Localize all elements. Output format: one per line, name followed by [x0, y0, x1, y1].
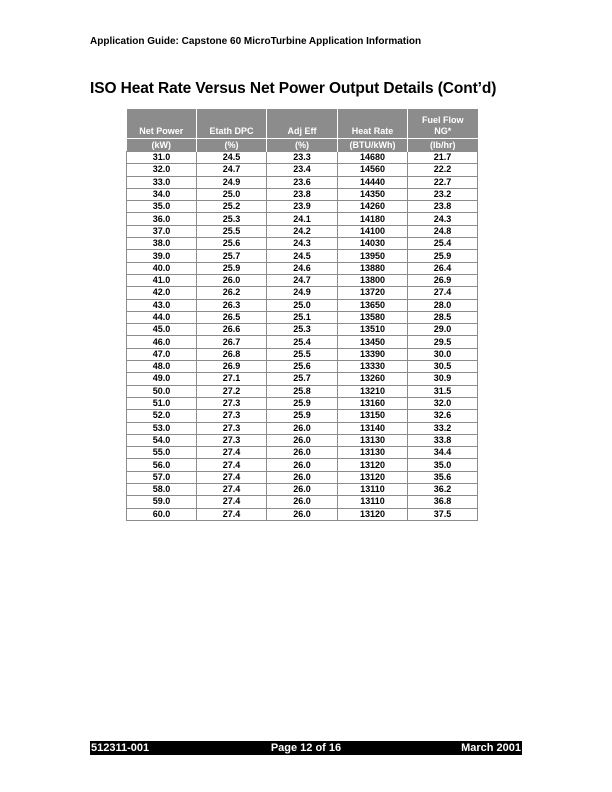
cell-net-power: 33.0 — [127, 176, 197, 188]
cell-etath-dpc: 27.4 — [197, 508, 267, 520]
cell-heat-rate: 13130 — [338, 447, 408, 459]
heat-rate-table — [126, 109, 478, 521]
cell-etath-dpc: 26.2 — [197, 287, 267, 299]
cell-etath-dpc: 27.3 — [197, 434, 267, 446]
cell-etath-dpc: 27.3 — [197, 397, 267, 409]
table-body — [127, 152, 478, 521]
table-row — [127, 397, 478, 409]
cell-adj-eff: 26.0 — [267, 508, 338, 520]
table-row — [127, 311, 478, 323]
cell-fuel-flow: 26.9 — [408, 274, 478, 286]
cell-heat-rate: 13110 — [338, 496, 408, 508]
cell-adj-eff: 26.0 — [267, 496, 338, 508]
cell-net-power: 32.0 — [127, 164, 197, 176]
cell-heat-rate: 13580 — [338, 311, 408, 323]
cell-etath-dpc: 26.5 — [197, 311, 267, 323]
cell-etath-dpc: 26.8 — [197, 348, 267, 360]
cell-net-power: 59.0 — [127, 496, 197, 508]
cell-etath-dpc: 25.9 — [197, 262, 267, 274]
header-row-units — [127, 139, 478, 152]
cell-adj-eff: 24.3 — [267, 238, 338, 250]
cell-heat-rate: 14440 — [338, 176, 408, 188]
cell-adj-eff: 26.0 — [267, 422, 338, 434]
cell-heat-rate: 13720 — [338, 287, 408, 299]
cell-etath-dpc: 27.4 — [197, 496, 267, 508]
cell-heat-rate: 14100 — [338, 225, 408, 237]
cell-net-power: 35.0 — [127, 201, 197, 213]
cell-etath-dpc: 24.9 — [197, 176, 267, 188]
cell-adj-eff: 26.0 — [267, 471, 338, 483]
cell-net-power: 56.0 — [127, 459, 197, 471]
cell-net-power: 52.0 — [127, 410, 197, 422]
cell-net-power: 36.0 — [127, 213, 197, 225]
cell-fuel-flow: 26.4 — [408, 262, 478, 274]
cell-adj-eff: 24.9 — [267, 287, 338, 299]
cell-fuel-flow: 30.9 — [408, 373, 478, 385]
table-row — [127, 385, 478, 397]
cell-etath-dpc: 27.4 — [197, 459, 267, 471]
cell-adj-eff: 23.4 — [267, 164, 338, 176]
cell-etath-dpc: 25.0 — [197, 188, 267, 200]
cell-fuel-flow: 35.6 — [408, 471, 478, 483]
unit-percent: (%) — [267, 139, 338, 152]
cell-fuel-flow: 28.0 — [408, 299, 478, 311]
cell-etath-dpc: 25.3 — [197, 213, 267, 225]
cell-adj-eff: 25.3 — [267, 324, 338, 336]
cell-adj-eff: 25.8 — [267, 385, 338, 397]
cell-net-power: 55.0 — [127, 447, 197, 459]
cell-heat-rate: 13130 — [338, 434, 408, 446]
cell-heat-rate: 14180 — [338, 213, 408, 225]
cell-net-power: 47.0 — [127, 348, 197, 360]
cell-etath-dpc: 27.3 — [197, 410, 267, 422]
cell-etath-dpc: 27.2 — [197, 385, 267, 397]
cell-net-power: 45.0 — [127, 324, 197, 336]
cell-heat-rate: 13260 — [338, 373, 408, 385]
cell-adj-eff: 23.8 — [267, 188, 338, 200]
cell-fuel-flow: 33.8 — [408, 434, 478, 446]
footer-date: March 2001 — [461, 742, 521, 754]
unit-btu-kwh: (BTU/kWh) — [338, 139, 408, 152]
table-row — [127, 225, 478, 237]
cell-net-power: 31.0 — [127, 152, 197, 164]
cell-etath-dpc: 25.6 — [197, 238, 267, 250]
cell-fuel-flow: 23.8 — [408, 201, 478, 213]
table-row — [127, 250, 478, 262]
cell-net-power: 50.0 — [127, 385, 197, 397]
cell-adj-eff: 25.0 — [267, 299, 338, 311]
cell-heat-rate: 13120 — [338, 471, 408, 483]
cell-fuel-flow: 22.7 — [408, 176, 478, 188]
cell-adj-eff: 25.5 — [267, 348, 338, 360]
cell-heat-rate: 13120 — [338, 508, 408, 520]
cell-etath-dpc: 27.3 — [197, 422, 267, 434]
table-row — [127, 152, 478, 164]
cell-net-power: 48.0 — [127, 361, 197, 373]
cell-heat-rate: 13450 — [338, 336, 408, 348]
cell-net-power: 49.0 — [127, 373, 197, 385]
cell-etath-dpc: 24.7 — [197, 164, 267, 176]
cell-heat-rate: 13390 — [338, 348, 408, 360]
cell-fuel-flow: 31.5 — [408, 385, 478, 397]
cell-heat-rate: 14560 — [338, 164, 408, 176]
footer-page-number: Page 12 of 16 — [270, 742, 342, 754]
cell-etath-dpc: 25.5 — [197, 225, 267, 237]
table-row — [127, 201, 478, 213]
cell-net-power: 38.0 — [127, 238, 197, 250]
cell-fuel-flow: 34.4 — [408, 447, 478, 459]
table-row — [127, 459, 478, 471]
cell-fuel-flow: 23.2 — [408, 188, 478, 200]
cell-adj-eff: 26.0 — [267, 447, 338, 459]
table-row — [127, 324, 478, 336]
cell-fuel-flow: 28.5 — [408, 311, 478, 323]
cell-etath-dpc: 26.6 — [197, 324, 267, 336]
cell-net-power: 44.0 — [127, 311, 197, 323]
cell-etath-dpc: 25.7 — [197, 250, 267, 262]
col-header-etath-dpc: Etath DPC — [197, 109, 267, 139]
table-row — [127, 361, 478, 373]
cell-adj-eff: 24.1 — [267, 213, 338, 225]
table-row — [127, 299, 478, 311]
cell-adj-eff: 24.7 — [267, 274, 338, 286]
cell-net-power: 51.0 — [127, 397, 197, 409]
cell-heat-rate: 13210 — [338, 385, 408, 397]
col-header-adj-eff: Adj Eff — [267, 109, 338, 139]
cell-fuel-flow: 30.0 — [408, 348, 478, 360]
table-row — [127, 274, 478, 286]
table-row — [127, 422, 478, 434]
cell-fuel-flow: 25.9 — [408, 250, 478, 262]
cell-heat-rate: 13110 — [338, 484, 408, 496]
cell-net-power: 46.0 — [127, 336, 197, 348]
cell-net-power: 60.0 — [127, 508, 197, 520]
footer-doc-number: 512311-001 — [91, 742, 150, 754]
cell-adj-eff: 25.9 — [267, 397, 338, 409]
cell-adj-eff: 23.3 — [267, 152, 338, 164]
table-row — [127, 410, 478, 422]
cell-etath-dpc: 24.5 — [197, 152, 267, 164]
table-row — [127, 373, 478, 385]
table-row — [127, 262, 478, 274]
cell-adj-eff: 26.0 — [267, 434, 338, 446]
table-row — [127, 213, 478, 225]
cell-heat-rate: 13950 — [338, 250, 408, 262]
cell-adj-eff: 25.4 — [267, 336, 338, 348]
cell-heat-rate: 14680 — [338, 152, 408, 164]
cell-fuel-flow: 24.3 — [408, 213, 478, 225]
cell-fuel-flow: 21.7 — [408, 152, 478, 164]
unit-percent: (%) — [197, 139, 267, 152]
table-row — [127, 471, 478, 483]
cell-adj-eff: 24.5 — [267, 250, 338, 262]
cell-heat-rate: 13330 — [338, 361, 408, 373]
cell-fuel-flow: 30.5 — [408, 361, 478, 373]
table-row — [127, 484, 478, 496]
cell-fuel-flow: 35.0 — [408, 459, 478, 471]
section-title: ISO Heat Rate Versus Net Power Output Details (Cont’d) — [90, 80, 497, 97]
cell-etath-dpc: 26.3 — [197, 299, 267, 311]
cell-net-power: 34.0 — [127, 188, 197, 200]
cell-etath-dpc: 26.0 — [197, 274, 267, 286]
cell-net-power: 37.0 — [127, 225, 197, 237]
cell-adj-eff: 26.0 — [267, 459, 338, 471]
col-header-net-power: Net Power — [127, 109, 197, 139]
cell-fuel-flow: 29.0 — [408, 324, 478, 336]
cell-heat-rate: 13880 — [338, 262, 408, 274]
cell-etath-dpc: 27.4 — [197, 484, 267, 496]
cell-adj-eff: 25.1 — [267, 311, 338, 323]
cell-fuel-flow: 37.5 — [408, 508, 478, 520]
cell-fuel-flow: 29.5 — [408, 336, 478, 348]
cell-heat-rate: 13650 — [338, 299, 408, 311]
table-row — [127, 336, 478, 348]
cell-heat-rate: 13140 — [338, 422, 408, 434]
cell-net-power: 57.0 — [127, 471, 197, 483]
cell-fuel-flow: 25.4 — [408, 238, 478, 250]
cell-fuel-flow: 32.0 — [408, 397, 478, 409]
cell-etath-dpc: 27.4 — [197, 447, 267, 459]
cell-net-power: 53.0 — [127, 422, 197, 434]
header-row-labels — [127, 109, 478, 139]
cell-etath-dpc: 25.2 — [197, 201, 267, 213]
cell-adj-eff: 23.6 — [267, 176, 338, 188]
cell-fuel-flow: 27.4 — [408, 287, 478, 299]
cell-net-power: 54.0 — [127, 434, 197, 446]
table-row — [127, 238, 478, 250]
cell-fuel-flow: 36.8 — [408, 496, 478, 508]
table-row — [127, 496, 478, 508]
cell-adj-eff: 24.6 — [267, 262, 338, 274]
cell-adj-eff: 25.6 — [267, 361, 338, 373]
cell-net-power: 42.0 — [127, 287, 197, 299]
table-row — [127, 447, 478, 459]
table-row — [127, 188, 478, 200]
cell-etath-dpc: 26.7 — [197, 336, 267, 348]
cell-adj-eff: 26.0 — [267, 484, 338, 496]
cell-net-power: 41.0 — [127, 274, 197, 286]
col-header-heat-rate: Heat Rate — [338, 109, 408, 139]
unit-lb-hr: (lb/hr) — [408, 139, 478, 152]
cell-heat-rate: 13120 — [338, 459, 408, 471]
cell-adj-eff: 23.9 — [267, 201, 338, 213]
cell-fuel-flow: 32.6 — [408, 410, 478, 422]
cell-etath-dpc: 27.4 — [197, 471, 267, 483]
table-row — [127, 434, 478, 446]
cell-fuel-flow: 22.2 — [408, 164, 478, 176]
cell-net-power: 58.0 — [127, 484, 197, 496]
cell-heat-rate: 13150 — [338, 410, 408, 422]
page-footer — [90, 741, 522, 755]
table-row — [127, 164, 478, 176]
running-header: Application Guide: Capstone 60 MicroTurbine Application Information — [90, 36, 422, 47]
cell-heat-rate: 13160 — [338, 397, 408, 409]
cell-heat-rate: 14260 — [338, 201, 408, 213]
table-row — [127, 287, 478, 299]
cell-etath-dpc: 27.1 — [197, 373, 267, 385]
table-row — [127, 508, 478, 520]
cell-heat-rate: 14350 — [338, 188, 408, 200]
cell-net-power: 43.0 — [127, 299, 197, 311]
cell-net-power: 39.0 — [127, 250, 197, 262]
cell-adj-eff: 25.7 — [267, 373, 338, 385]
cell-heat-rate: 14030 — [338, 238, 408, 250]
unit-kw: (kW) — [127, 139, 197, 152]
cell-adj-eff: 24.2 — [267, 225, 338, 237]
cell-heat-rate: 13510 — [338, 324, 408, 336]
cell-net-power: 40.0 — [127, 262, 197, 274]
table-row — [127, 348, 478, 360]
cell-fuel-flow: 24.8 — [408, 225, 478, 237]
cell-fuel-flow: 33.2 — [408, 422, 478, 434]
table-row — [127, 176, 478, 188]
cell-fuel-flow: 36.2 — [408, 484, 478, 496]
col-header-fuel-flow: Fuel Flow NG* — [408, 109, 478, 139]
cell-etath-dpc: 26.9 — [197, 361, 267, 373]
cell-heat-rate: 13800 — [338, 274, 408, 286]
cell-adj-eff: 25.9 — [267, 410, 338, 422]
